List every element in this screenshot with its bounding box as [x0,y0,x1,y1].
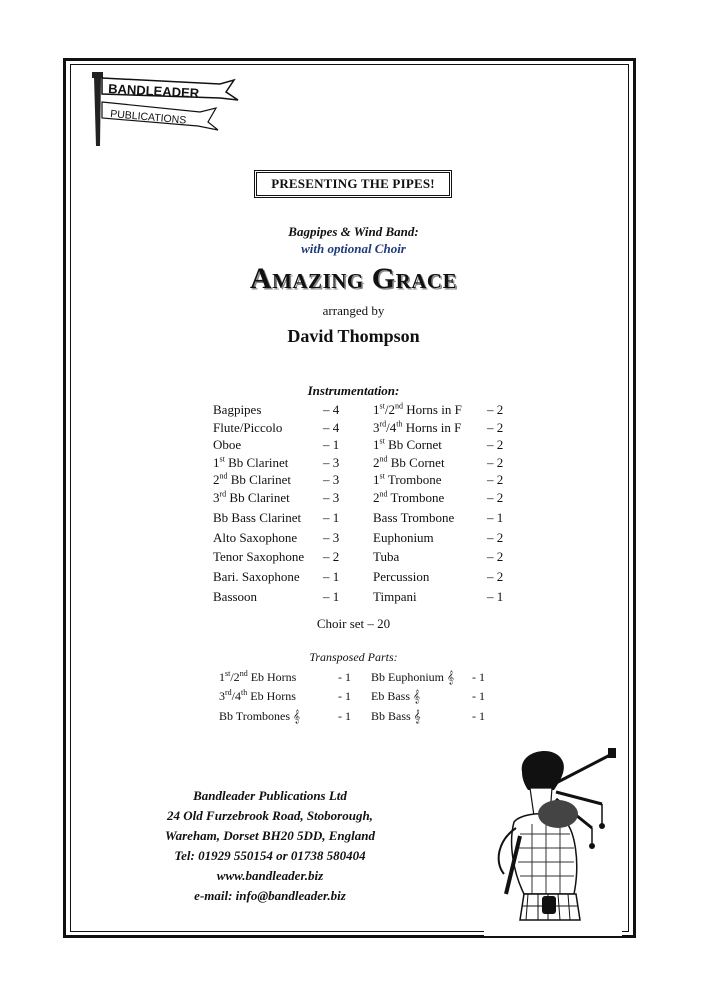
instrument-name [213,589,257,604]
part-count: - 1 [472,689,485,703]
instrument-name [213,402,261,417]
instrument-name [219,670,296,684]
subtitle-optional: with optional Choir [301,241,406,256]
ordinal-suffix: nd [219,471,228,481]
instrument-name-part: Bagpipes [213,402,262,417]
instrument-name [373,455,445,470]
ordinal-suffix: st [379,401,385,411]
instrument-row [373,401,504,418]
instrument-row [213,549,340,565]
bagpiper-illustration [484,744,622,936]
instrument-name-part: 3 [213,490,220,505]
instrument-name-part: /4 [231,689,242,703]
instrument-name-part: Alto Saxophone [213,530,298,545]
instrument-name-part: 3 [219,689,225,703]
instrument-name-part: Trombone [384,472,442,487]
instrument-name-part: Horns in F [402,420,462,435]
part-count: – 1 [323,589,340,604]
arranger-name: David Thompson [287,326,420,346]
instrument-name [213,510,301,525]
instrument-name [213,490,290,505]
part-count: – 2 [487,490,504,505]
part-count: – 2 [487,437,504,452]
part-count: – 4 [323,420,340,435]
address-line: Bandleader Publications Ltd [193,788,347,803]
part-count: – 2 [487,569,504,584]
transposed-heading: Transposed Parts: [309,650,398,664]
ordinal-suffix: st [379,436,385,446]
instrument-name-part: Eb Horns [247,670,297,684]
instrument-row [213,530,340,546]
part-count: – 2 [487,402,504,417]
instrument-name [213,472,291,487]
ordinal-suffix: st [379,471,385,481]
ordinal-suffix: st [225,669,231,678]
logo-line1: BANDLEADER [107,81,200,101]
instrument-name-part: Tenor Saxophone [213,549,305,564]
ordinal-suffix: rd [379,419,387,429]
instrument-name-part: 3 [373,420,380,435]
instrument-name [213,420,282,435]
instrument-name [373,569,429,584]
instrument-name [373,402,462,417]
instrument-name [373,490,444,505]
instrument-name [213,569,300,584]
instrument-name [373,549,399,564]
address-line: Tel: 01929 550154 or 01738 580404 [174,848,366,863]
instrument-name-part: Bassoon [213,589,258,604]
instrument-name-part: 1 [219,670,225,684]
instrument-row [213,589,340,605]
page-title: Amazing Grace [249,262,458,295]
instrument-name-part: Bb Bass Clarinet [213,510,302,525]
instrument-name-part: Euphonium [373,530,434,545]
instrument-row [213,454,340,471]
instrument-name-part: Bb Cornet [387,455,445,470]
instrument-name-part: /2 [384,402,395,417]
instrument-name-part: Oboe [213,437,242,452]
part-count: – 1 [323,437,340,452]
instrument-row [213,471,340,488]
instrument-row [371,670,485,685]
part-count: – 3 [323,530,340,545]
part-count: – 2 [487,530,504,545]
ordinal-suffix: th [241,688,248,697]
part-count: - 1 [338,709,351,723]
instrument-name-part: Bb Bass 𝄞 [371,709,421,723]
series-label-box [254,170,452,198]
ordinal-suffix: st [219,454,225,464]
bandleader-logo [88,68,248,148]
arranged-by: arranged by [322,303,385,318]
instrument-name-part: Tuba [373,549,400,564]
instrument-row [213,569,340,585]
part-count: – 2 [487,472,504,487]
ordinal-suffix: nd [239,669,248,678]
instrument-name-part: Flute/Piccolo [213,420,283,435]
instrument-name [213,549,304,564]
instrument-name-part: 2 [373,455,380,470]
instrument-row [213,402,340,418]
ordinal-suffix: nd [379,489,388,499]
part-count: – 2 [487,455,504,470]
instrument-row [373,589,504,605]
part-count: – 2 [487,420,504,435]
instrument-name-part: 1 [373,402,380,417]
instrument-name [373,472,442,487]
instrument-row [219,709,351,724]
instrument-name-part: Eb Bass 𝄞 [371,689,421,703]
instrument-name-part: Horns in F [402,402,462,417]
instrument-name [373,589,417,604]
instrument-row [373,436,504,453]
website: www.bandleader.biz [216,868,324,883]
instrument-name-part: Bass Trombone [373,510,455,525]
subtitle-main: Bagpipes & Wind Band: [288,224,419,239]
logo-line2: PUBLICATIONS [109,108,187,127]
instrument-name [373,510,454,525]
instrument-name-part: Trombone [387,490,445,505]
instrument-name-part: Bb Euphonium 𝄞 [371,670,455,684]
instrument-row [219,688,351,704]
ordinal-suffix: th [396,419,403,429]
instrument-row [213,489,340,506]
instrument-row [373,471,504,488]
instrument-row [371,709,485,724]
instrument-name-part: Eb Horns [247,689,296,703]
instrument-name-part: 2 [373,490,380,505]
instrument-row [219,669,351,685]
instrument-name-part: Timpani [373,589,417,604]
ordinal-suffix: nd [394,401,403,411]
instrument-name-part: 1 [373,437,380,452]
instrument-name [219,709,300,723]
ordinal-suffix: nd [379,454,388,464]
instrument-name-part: 1 [213,455,220,470]
instrument-name-part: Percussion [373,569,430,584]
instrument-name [371,689,420,703]
email: e-mail: info@bandleader.biz [194,888,346,903]
instrument-name [213,437,241,452]
instrument-name-part: Bb Clarinet [226,490,290,505]
instrument-name-part: Bb Clarinet [227,472,292,487]
instrument-name-part: Bb Clarinet [224,455,289,470]
instrument-row [373,454,504,471]
ordinal-suffix: rd [225,688,232,697]
instrument-name [373,420,461,435]
part-count: – 2 [487,549,504,564]
publisher-address [120,786,420,906]
choir-set: Choir set – 20 [316,616,391,631]
instrument-row [213,437,340,453]
series-label: PRESENTING THE PIPES! [271,176,435,191]
instrument-name-part: Bb Trombones 𝄞 [219,709,301,723]
instrument-name-part: /4 [386,420,397,435]
instrument-row [371,689,485,704]
part-count: - 1 [338,689,351,703]
instrument-name-part: 1 [373,472,380,487]
instrument-name [373,437,442,452]
instrument-row [373,489,504,506]
part-count: – 3 [323,490,340,505]
instrument-row [373,569,504,585]
instrument-row [373,549,504,565]
instrument-name-part: Bb Cornet [384,437,442,452]
instrument-name [373,530,434,545]
instrument-name [371,709,421,723]
instrument-name-part: /2 [230,670,240,684]
address-line: 24 Old Furzebrook Road, Stoborough, [167,808,373,823]
instrument-name-part: Bari. Saxophone [213,569,300,584]
instrument-row [213,510,340,526]
ordinal-suffix: rd [219,489,227,499]
part-count: - 1 [472,709,485,723]
instrument-name-part: 2 [213,472,220,487]
part-count: – 3 [323,455,340,470]
part-count: – 4 [323,402,340,417]
instrument-name [219,689,296,703]
instrument-name [213,530,297,545]
instrument-name [371,670,454,684]
address-line: Wareham, Dorset BH20 5DD, England [165,828,375,843]
part-count: – 1 [323,510,340,525]
instrument-row [373,530,504,546]
part-count: – 1 [487,589,504,604]
instrument-name [213,455,288,470]
instrument-row [213,420,340,436]
part-count: – 2 [323,549,340,564]
part-count: – 3 [323,472,340,487]
instrument-row [373,419,504,436]
instrument-row [373,510,504,526]
part-count: – 1 [487,510,504,525]
part-count: - 1 [338,670,351,684]
instrumentation-heading: Instrumentation: [307,383,400,398]
part-count: - 1 [472,670,485,684]
part-count: – 1 [323,569,340,584]
